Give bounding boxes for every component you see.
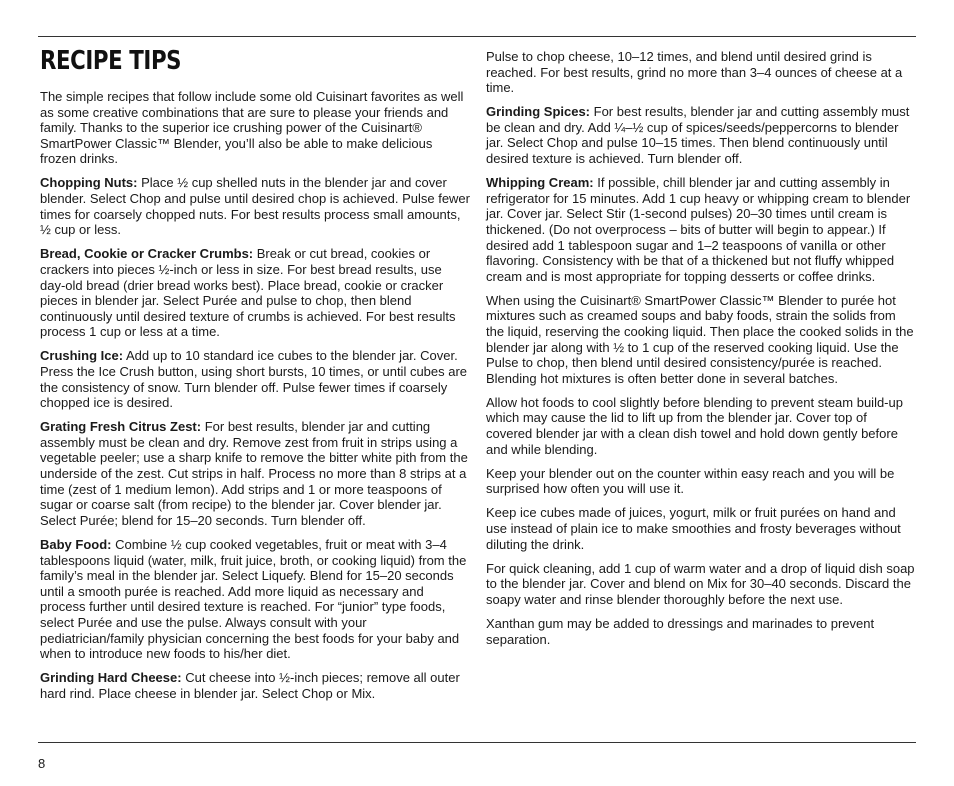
tip-heading: Whipping Cream: — [486, 175, 594, 191]
tip-chopping-nuts — [40, 175, 470, 237]
paragraph-text: For quick cleaning, add 1 cup of warm water and a drop of liquid dish soap to the blender jar. Cover and blend on Mix for 30–40 seconds. Discard the soapy water and rinse blender thoroughly before the next use. — [486, 560, 915, 607]
bottom-rule — [38, 742, 916, 743]
paragraph-text: Keep your blender out on the counter within easy reach and you will be surprised how often you will use it. — [486, 465, 895, 497]
paragraph-text: Pulse to chop cheese, 10–12 times, and blend until desired grind is reached. For best results, grind no more than 3–4 ounces of cheese at a time. — [486, 49, 903, 96]
page-title: RECIPE TIPS — [40, 46, 182, 76]
tip-heading: Baby Food: — [40, 536, 112, 552]
tip-heading: Chopping Nuts: — [40, 175, 138, 191]
tip-crushing-ice — [40, 348, 470, 410]
tip-crumbs — [40, 246, 470, 340]
tip-heading: Grating Fresh Citrus Zest: — [40, 419, 202, 435]
counter-paragraph — [486, 466, 916, 497]
tip-baby-food — [40, 537, 470, 662]
tip-heading: Grinding Hard Cheese: — [40, 670, 182, 686]
tip-grinding-spices — [486, 104, 916, 166]
tip-heading: Grinding Spices: — [486, 104, 591, 120]
tip-hard-cheese — [40, 670, 470, 701]
paragraph-text: Allow hot foods to cool slightly before blending to prevent steam build-up which may cause the lid to lift up from the blender jar. Cover top of covered blender jar with a clean dish towel and hold down gently before and while blending. — [486, 394, 903, 457]
ice-cubes-paragraph — [486, 505, 916, 552]
paragraph-text: Keep ice cubes made of juices, yogurt, milk or fruit purées on hand and use instead of plain ice to make smoothies and frosty beverages without diluting the drink. — [486, 505, 901, 552]
tip-text: For best results, blender jar and cutting assembly must be clean and dry. Remove zest from fruit in strips using a vegetable peeler; use a sharp knife to remove the bitter white pith from the underside of the zest. Cut strips in half. Process no more than 8 strips at a time (zest of 1 medium lemon). Add strips and 1 or more teaspoons of sugar or coarse salt (from recipe) to the blender jar. Cover blender jar. Select Purée; blend for 15–20 seconds. Turn blender off. — [40, 419, 468, 528]
paragraph-text: When using the Cuisinart® SmartPower Classic™ Blender to purée hot mixtures such as creamed soups and baby foods, strain the solids from the liquid, reserving the cooking liquid. Then place the cooked solids in the blender jar along with ½ to 1 cup of the reserved cooking liquid. Use the Pulse to chop, then blend until desired consistency/purée is reached. Blending hot mixtures is often better done in several batches. — [486, 292, 914, 386]
top-rule — [38, 36, 916, 37]
paragraph-text: The simple recipes that follow include some old Cuisinart favorites as well as some creative combinations that are sure to please your friends and family. Thanks to the superior ice crushing power of the Cuisinart® SmartPower Classic™ Blender, you’ll also be able to make delicious frozen drinks. — [40, 89, 464, 167]
cleaning-paragraph — [486, 561, 916, 608]
page-number: 8 — [38, 756, 46, 771]
tip-text: Cut cheese into ½-inch pieces; remove all outer hard rind. Place cheese in blender jar. Select Chop or Mix. — [40, 670, 460, 701]
right-column — [486, 49, 916, 656]
tip-text: Add up to 10 standard ice cubes to the blender jar. Cover. Press the Ice Crush button, using short bursts, 10 times, or until cubes are the consistency of snow. Turn blender off. Pulse fewer times if coarsely chopped ice is desired. — [40, 348, 468, 411]
tip-text: For best results, blender jar and cutting assembly must be clean and dry. Add ¼–½ cup of spices/seeds/peppercorns to blender jar. Select Chop and pulse 10–15 times. Then blend continuously until desired texture is achieved. Turn blender off. — [486, 104, 910, 167]
intro-paragraph — [40, 89, 470, 167]
cheese-continued — [486, 49, 916, 96]
hot-foods-paragraph — [486, 395, 916, 457]
tip-heading: Crushing Ice: — [40, 348, 124, 364]
left-column — [40, 45, 470, 710]
tip-text: Combine ½ cup cooked vegetables, fruit or meat with 3–4 tablespoons liquid (water, milk, fruit juice, broth, or cooking liquid) from the family’s meal in the blender jar. Select Liquefy. Blend for 15–20 seconds until a smooth purée is reached. Add more liquid as necessary and process further until desired texture is reached. For “junior” type foods, select Purée and use the pulse. Always consult with your pediatrician/family physician concerning the best foods for your baby and when to introduce new foods to his/her diet. — [40, 536, 467, 662]
tip-text: Place ½ cup shelled nuts in the blender jar and cover blender. Select Chop and pulse until desired chop is achieved. Pulse fewer times for coarsely chopped nuts. For best results process small amounts, ½ cup or less. — [40, 175, 470, 238]
paragraph-text: Xanthan gum may be added to dressings and marinades to prevent separation. — [486, 616, 875, 647]
tip-citrus-zest — [40, 419, 470, 528]
hot-mixtures-paragraph — [486, 293, 916, 387]
tip-whipping-cream — [486, 175, 916, 284]
tip-heading: Bread, Cookie or Cracker Crumbs: — [40, 246, 254, 262]
tip-text: If possible, chill blender jar and cutting assembly in refrigerator for 15 minutes. Add 1 cup heavy or whipping cream to blender jar. Cover jar. Select Stir (1-second pulses) 20–30 times until cream is thickened. (Do not overprocess – bits of butter will begin to appear.) If desired add 1 tablespoon sugar and 1–2 teaspoons of vanilla or other flavoring. Consistency with be that of a thickened but not fluffy whipped cream and is most appropriate for topping desserts or coffee drinks. — [486, 175, 911, 284]
tip-text: Break or cut bread, cookies or crackers into pieces ½-inch or less in size. For best bread results, use day-old bread (drier bread works best). Place bread, cookie or cracker pieces in blender jar. Select Purée and pulse to chop, then blend continuously until desired texture of crumbs is achieved. For best results process 1 cup or less at a time. — [40, 246, 456, 340]
xanthan-paragraph — [486, 616, 916, 647]
